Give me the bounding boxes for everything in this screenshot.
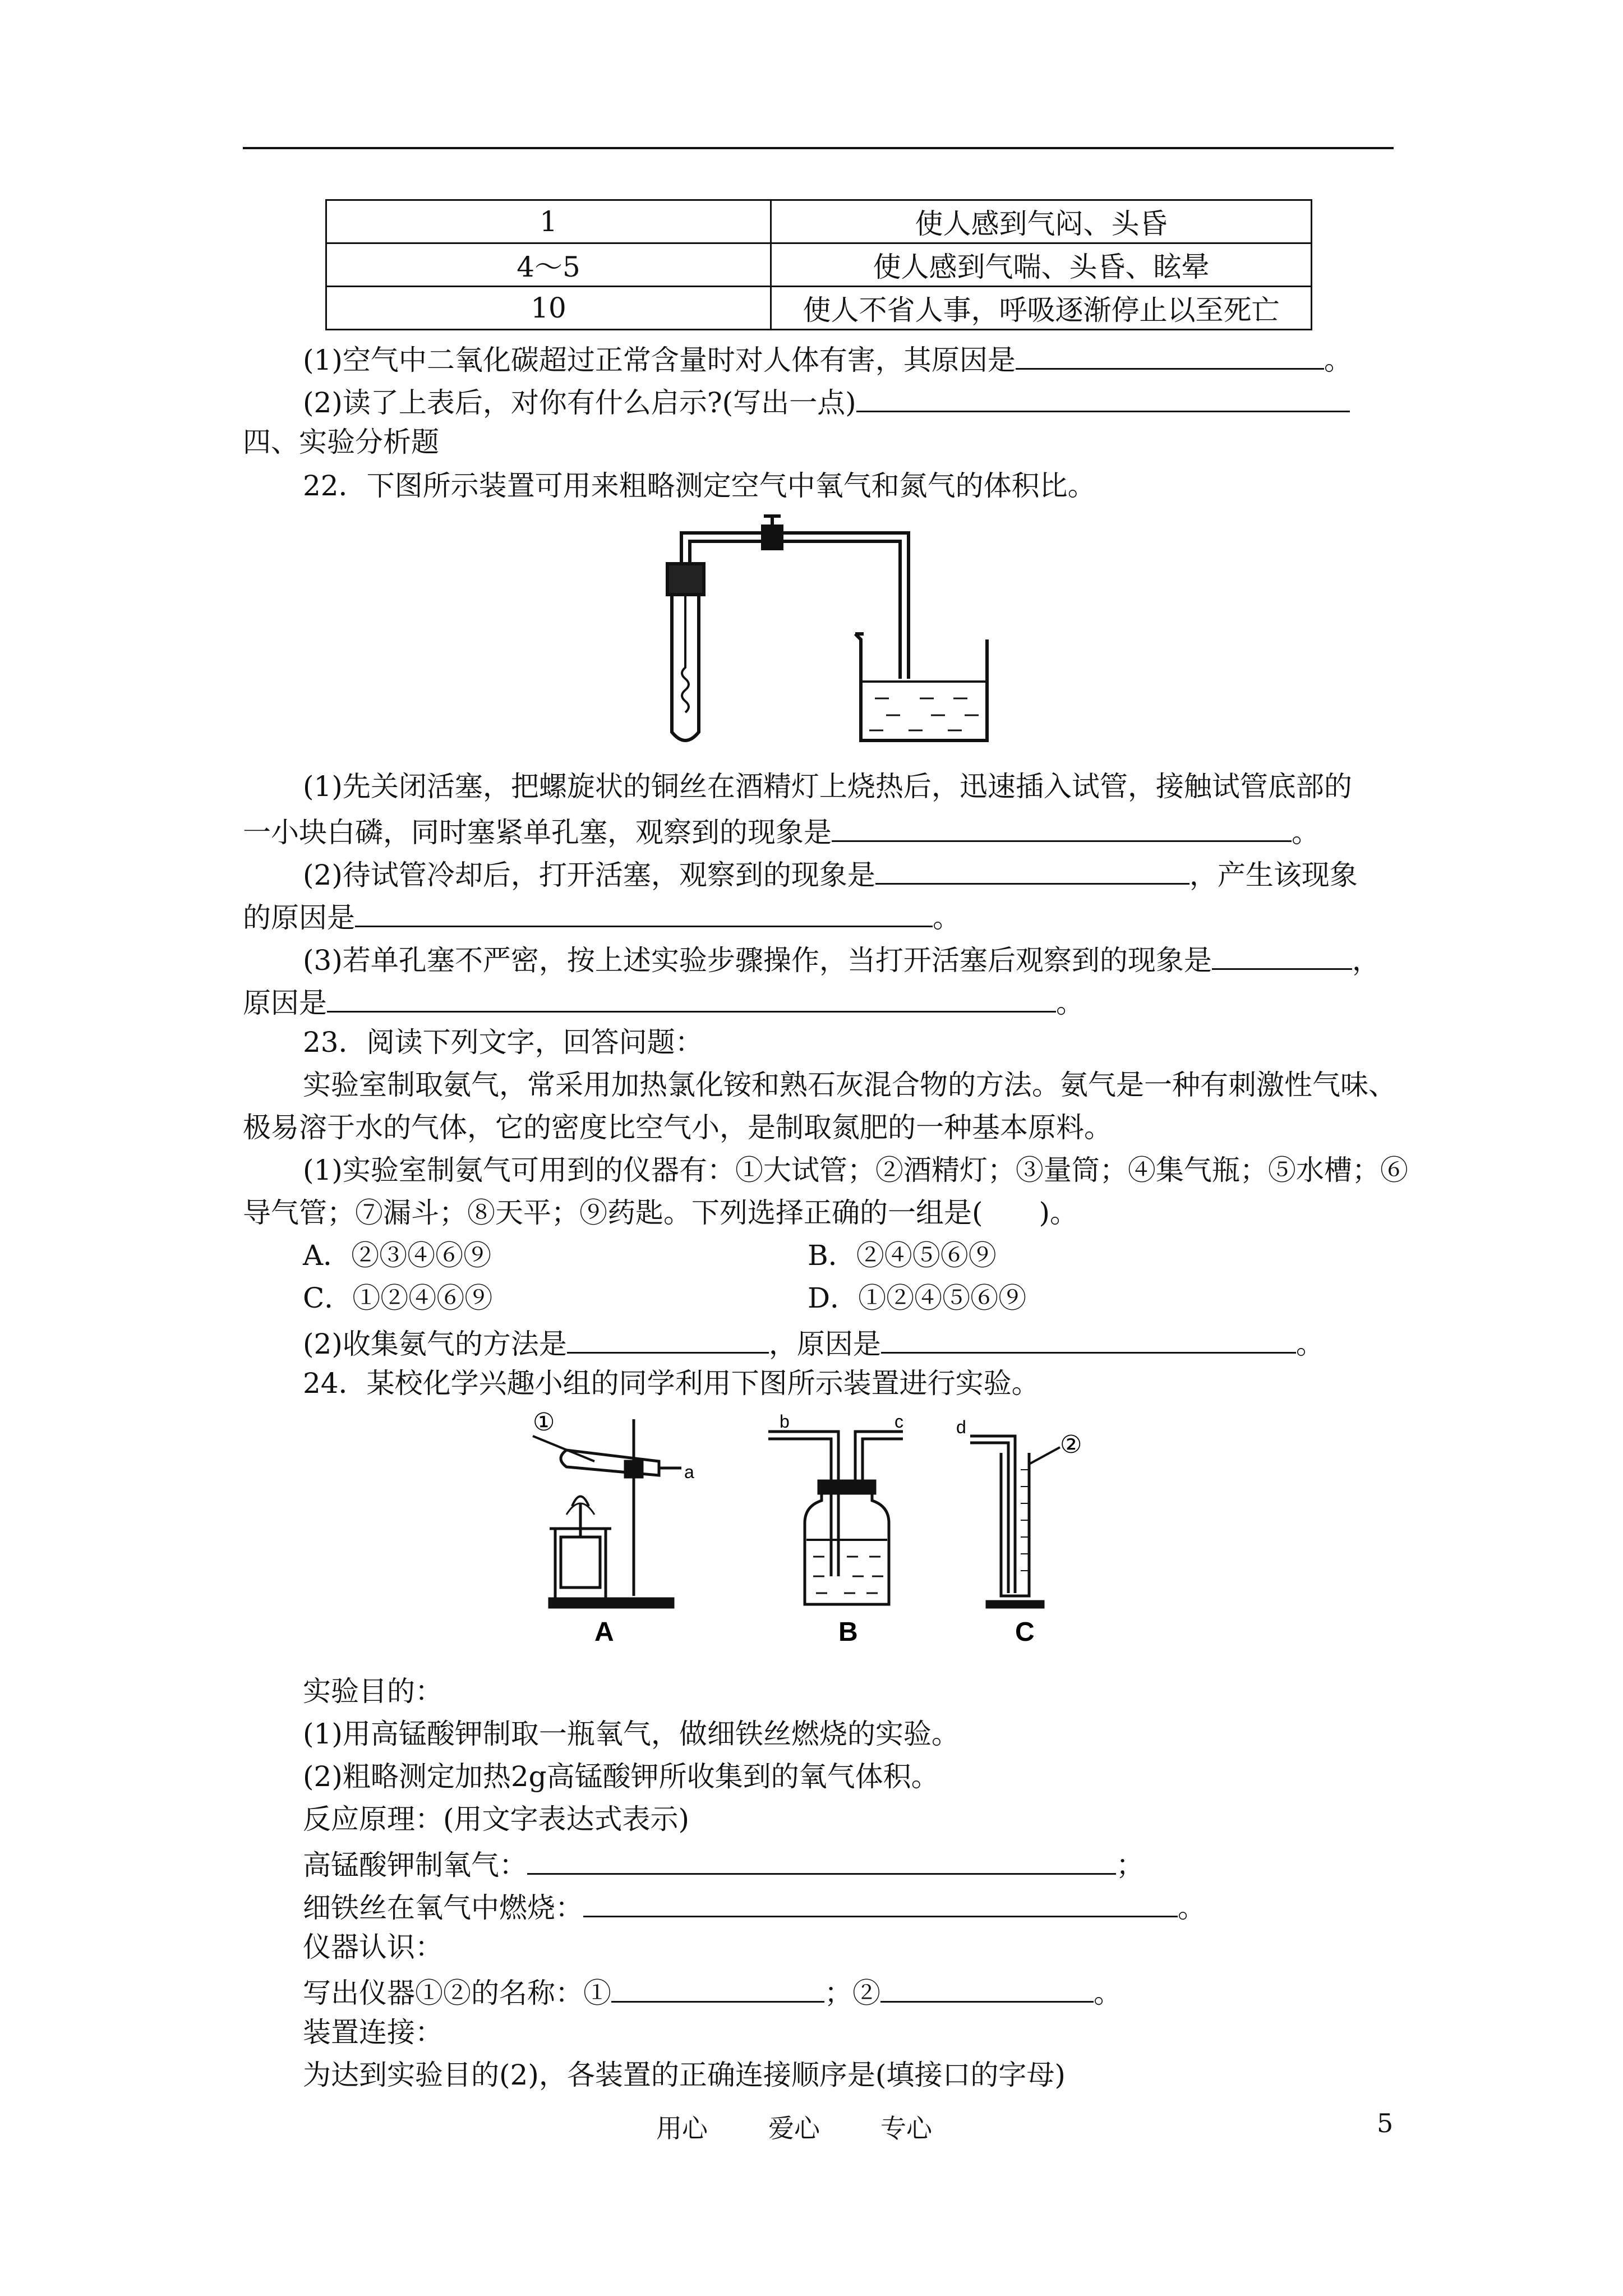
table-cell-effect: 使人不省人事，呼吸逐渐停止以至死亡 <box>771 287 1312 330</box>
answer-blank[interactable] <box>527 1845 1116 1875</box>
header-rule <box>243 147 1394 149</box>
q24-principle: 反应原理：(用文字表达式表示) <box>303 1803 690 1835</box>
q22-part2-line1 <box>303 855 1358 892</box>
table-row <box>326 287 1312 330</box>
q23-text-line2: 极易溶于水的气体，它的密度比空气小，是制取氮肥的一种基本原料。 <box>243 1111 1112 1144</box>
answer-blank[interactable] <box>355 898 933 927</box>
q21-part1 <box>303 340 1352 377</box>
co2-effect-table <box>325 199 1312 330</box>
q24-purpose: 实验目的： <box>303 1675 443 1708</box>
q24-kmno4-end: ； <box>1116 1849 1144 1881</box>
q24-names <box>303 1973 1122 2010</box>
q23-part2-end: 。 <box>1295 1328 1324 1360</box>
answer-blank[interactable] <box>567 1324 769 1354</box>
q23-part1-line1: (1)实验室制氨气可用到的仪器有：①大试管；②酒精灯；③量筒；④集气瓶；⑤水槽；⑥ <box>303 1154 1408 1186</box>
q22-part2-mid: ，产生该现象 <box>1189 859 1358 891</box>
q23-part2-reason: ，原因是 <box>768 1328 881 1360</box>
q23-stem: 23．阅读下列文字，回答问题： <box>303 1026 703 1059</box>
q23-part2-text: (2)收集氨气的方法是 <box>303 1328 567 1360</box>
q24-names-text: 写出仪器①②的名称：① <box>303 1977 611 2009</box>
footer-mid: 爱心 <box>768 2113 820 2143</box>
q22-part2-text: (2)待试管冷却后，打开活塞，观察到的现象是 <box>303 859 875 891</box>
q24-stem: 24．某校化学兴趣小组的同学利用下图所示装置进行实验。 <box>303 1367 1040 1400</box>
q22-part1-line1: (1)先关闭活塞，把螺旋状的铜丝在酒精灯上烧热后，迅速插入试管，接触试管底部的 <box>303 770 1352 803</box>
table-cell-amount: 4～5 <box>326 243 771 287</box>
label-B: B <box>838 1617 858 1647</box>
option-c[interactable]: C．①②④⑥⑨ <box>303 1282 493 1314</box>
q22-part3-end: 。 <box>1056 987 1084 1019</box>
answer-blank[interactable] <box>1212 940 1352 970</box>
q22-part3-text: (3)若单孔塞不严密，按上述实验步骤操作，当打开活塞后观察到的现象是 <box>303 944 1212 977</box>
answer-blank[interactable] <box>327 983 1056 1013</box>
table-cell-effect: 使人感到气喘、头昏、眩晕 <box>771 243 1312 287</box>
q22-part3-line1 <box>303 940 1380 977</box>
q21-part2-text: (2)读了上表后，对你有什么启示?(写出一点) <box>303 386 856 419</box>
answer-blank[interactable] <box>881 1324 1296 1354</box>
label-d: d <box>956 1417 966 1437</box>
label-A: A <box>594 1617 614 1647</box>
q24-purpose2: (2)粗略测定加热2g高锰酸钾所收集到的氧气体积。 <box>303 1760 939 1793</box>
q24-iron-text: 细铁丝在氧气中燃烧： <box>303 1892 583 1924</box>
q24-iron-end: 。 <box>1178 1892 1206 1924</box>
q24-iron <box>303 1888 1206 1925</box>
q24-purpose1: (1)用高锰酸钾制取一瓶氧气，做细铁丝燃烧的实验。 <box>303 1718 960 1750</box>
q22-part1-end: 。 <box>1292 816 1320 849</box>
q21-part1-text: (1)空气中二氧化碳超过正常含量时对人体有害，其原因是 <box>303 344 1016 376</box>
answer-blank[interactable] <box>1016 340 1324 370</box>
q22-part3-mid: ， <box>1352 944 1380 977</box>
q22-part3-line2 <box>243 983 1084 1020</box>
q23-part2 <box>303 1324 1324 1361</box>
q22-part3-reason: 原因是 <box>243 987 327 1019</box>
answer-blank[interactable] <box>611 1973 824 2003</box>
q24-instrument: 仪器认识： <box>303 1931 443 1963</box>
q24-connect: 装置连接： <box>303 2016 443 2049</box>
table-cell-amount: 10 <box>326 287 771 330</box>
option-a[interactable]: A．②③④⑥⑨ <box>303 1239 492 1272</box>
option-b[interactable]: B．②④⑤⑥⑨ <box>808 1239 997 1272</box>
q22-stem: 22．下图所示装置可用来粗略测定空气中氧气和氮气的体积比。 <box>303 470 1096 502</box>
section-heading: 四、实验分析题 <box>243 426 439 458</box>
apparatus-c <box>970 1436 1060 1607</box>
option-d[interactable]: D．①②④⑤⑥⑨ <box>808 1282 1027 1314</box>
footer-right: 专心 <box>880 2113 932 2143</box>
q24-names-mid: ；② <box>824 1977 880 2009</box>
q24-kmno4-text: 高锰酸钾制氧气： <box>303 1849 527 1881</box>
apparatus-a <box>533 1419 681 1607</box>
q23-text-line1: 实验室制取氨气，常采用加热氯化铵和熟石灰混合物的方法。氨气是一种有刺激性气味、 <box>303 1069 1396 1101</box>
answer-blank[interactable] <box>880 1973 1094 2003</box>
q22-part1-text: 一小块白磷，同时塞紧单孔塞，观察到的现象是 <box>243 816 832 849</box>
answer-blank[interactable] <box>856 383 1350 412</box>
answer-blank[interactable] <box>875 855 1189 885</box>
figure-oxygen-apparatus <box>639 510 1009 752</box>
table-row <box>326 200 1312 243</box>
q24-kmno4 <box>303 1845 1144 1882</box>
answer-blank[interactable] <box>832 812 1292 842</box>
label-a: a <box>684 1462 694 1482</box>
table-cell-amount: 1 <box>326 200 771 243</box>
footer-left: 用心 <box>656 2113 708 2143</box>
page-number: 5 <box>1377 2108 1394 2138</box>
q21-part1-end: 。 <box>1324 344 1352 376</box>
q22-part1-line2 <box>243 812 1320 849</box>
q24-names-end: 。 <box>1094 1977 1122 2009</box>
apparatus-b <box>768 1432 903 1604</box>
answer-blank[interactable] <box>583 1888 1178 1917</box>
table-cell-effect: 使人感到气闷、头昏 <box>771 200 1312 243</box>
label-c: c <box>895 1411 903 1432</box>
q22-part2-reason: 的原因是 <box>243 901 355 934</box>
table-row <box>326 243 1312 287</box>
q22-part2-end: 。 <box>933 901 961 934</box>
q22-part2-line2 <box>243 898 961 935</box>
q23-part1-line2: 导气管；⑦漏斗；⑧天平；⑨药匙。下列选择正确的一组是( )。 <box>243 1197 1078 1229</box>
label-C: C <box>1015 1617 1035 1647</box>
label-b: b <box>780 1411 790 1432</box>
label-circle-2: ② <box>1060 1431 1082 1458</box>
q24-connect-text: 为达到实验目的(2)，各装置的正确连接顺序是(填接口的字母) <box>303 2059 1066 2091</box>
label-circle-1: ① <box>533 1409 555 1436</box>
figure-oxygen-collection-apparatus <box>522 1408 1166 1649</box>
q21-part2 <box>303 383 1350 420</box>
